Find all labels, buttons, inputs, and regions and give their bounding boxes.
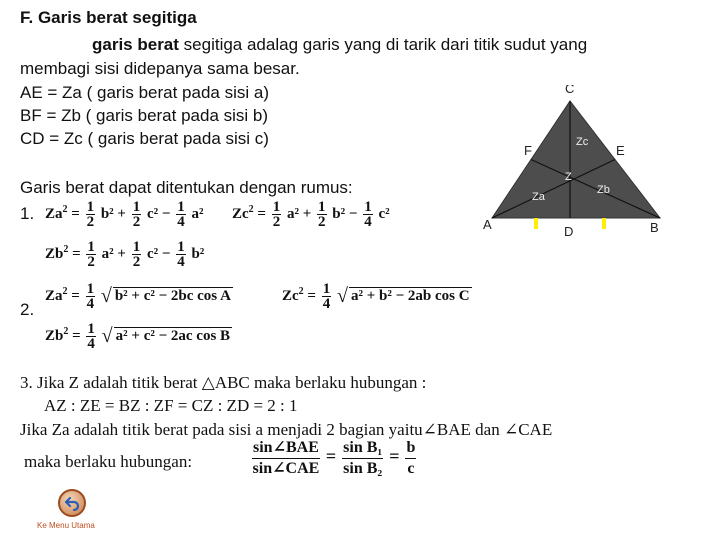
tick-mark-2 [602, 218, 606, 229]
triangle-diagram [470, 85, 685, 245]
formula-zb-2: Zb$^2$ = $\frac{1}{4}$ √ a² + c² − 2ac cos B [45, 321, 231, 352]
ratio-relation: $\frac{\text{sin∠BAE}}{\text{sin∠CAE}}$ = $\frac{\text{sin B₁}}{\text{sin B₂}}$ = $\frac{b}{c}$ [252, 439, 416, 477]
centroid-z: Z [565, 171, 572, 183]
formula-zc-1: Zc$^2$ = $\frac{1}{2}$ a² + $\frac{1}{2}$ b² − $\frac{1}{4}$ c² [232, 199, 390, 230]
triangle-shape [492, 101, 660, 218]
definition-zc: CD = Zc ( garis berat pada sisi c) [20, 129, 269, 148]
point3-line-1: 3. Jika Z adalah titik berat △ABC maka berlaku hubungan : [20, 373, 427, 392]
formula-intro: Garis berat dapat ditentukan dengan rumus: [20, 178, 353, 197]
intro-line-1-rest: segitiga adalag garis yang di tarik dari titik sudut yang [178, 35, 588, 54]
formula-za-2: Za$^2$ = $\frac{1}{4}$ √ b² + c² − 2bc cos A [45, 281, 231, 312]
list-number-2: 2. [20, 300, 35, 319]
list-number-1: 1. [20, 204, 35, 223]
back-button[interactable] [58, 489, 86, 517]
intro-line-1 [92, 35, 587, 55]
vertex-b: B [650, 220, 659, 235]
median-label-zb: Zb [597, 184, 610, 196]
midpoint-f: F [524, 143, 532, 158]
intro-line-2: membagi sisi didepanya sama besar. [20, 59, 300, 78]
midpoint-e: E [616, 143, 625, 158]
vertex-a: A [483, 217, 492, 232]
formula-zb-1: Zb$^2$ = $\frac{1}{2}$ a² + $\frac{1}{2}$ c² − $\frac{1}{4}$ b² [45, 239, 205, 270]
point3-line-3: Jika Za adalah titik berat pada sisi a menjadi 2 bagian yaitu∠BAE dan ∠CAE [20, 420, 553, 439]
definition-zb: BF = Zb ( garis berat pada sisi b) [20, 106, 269, 125]
median-label-zc: Zc [576, 136, 589, 148]
section-heading: F. Garis berat segitiga [20, 8, 197, 27]
back-button-label[interactable]: Ke Menu Utama [37, 521, 95, 530]
formula-zc-2: Zc$^2$ = $\frac{1}{4}$ √ a² + b² − 2ab cos C [282, 281, 470, 312]
intro-term: garis berat [92, 35, 179, 54]
point3-line-2: AZ : ZE = BZ : ZF = CZ : ZD = 2 : 1 [44, 396, 298, 415]
median-label-za: Za [532, 191, 545, 203]
vertex-c: C [565, 85, 575, 96]
midpoint-d: D [564, 224, 574, 239]
back-arrow-icon [64, 495, 80, 511]
tick-mark-1 [534, 218, 538, 229]
relation-label: maka berlaku hubungan: [24, 452, 193, 471]
definition-za: AE = Za ( garis berat pada sisi a) [20, 83, 269, 102]
formula-za-1: Za$^2$ = $\frac{1}{2}$ b² + $\frac{1}{2}$ c² − $\frac{1}{4}$ a² [45, 199, 204, 230]
